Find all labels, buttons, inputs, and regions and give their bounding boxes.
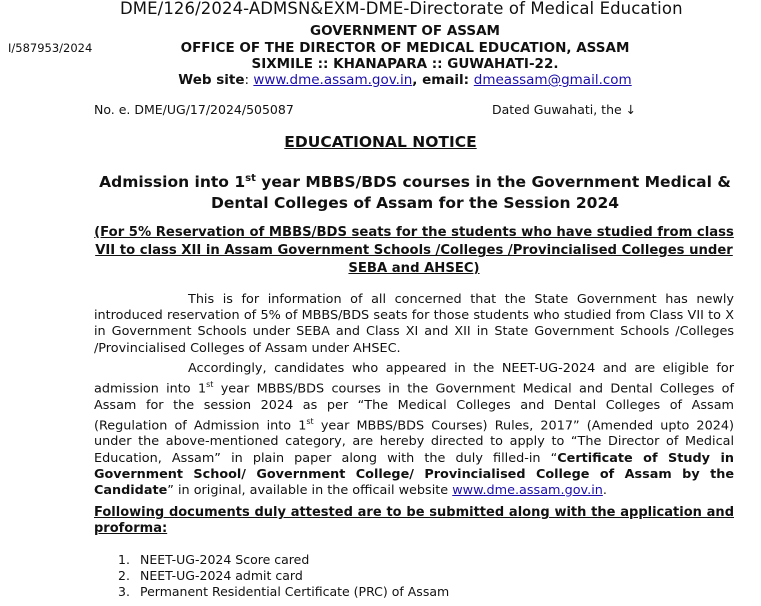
reservation-note: (For 5% Reservation of MBBS/BDS seats for the students who have studied from class VII to class XII in Assam Government Schools /Colleges /Provincialised Colleges under SEBA and AHSEC) [94, 225, 734, 276]
paragraph-1: This is for information of all concerned that the State Government has newly introduced reservation of 5% of MBBS/BDS seats for those students who studied from Class VII to X in Government Schools under SEBA and Class XI and XII in State Government Schools /Colleges /Provincialised Colleges of Assam under AHSEC. [94, 292, 734, 356]
header-government: GOVERNMENT OF ASSAM [310, 23, 500, 39]
list-item: 3. Permanent Residential Certificate (PRC) of Assam [118, 584, 450, 599]
file-reference: DME/126/2024-ADMSN&EXM-DME-Directorate of Medical Education [120, 0, 683, 18]
email-label: , email: [412, 72, 474, 88]
notice-subject: Admission into 1st year MBBS/BDS courses in the Government Medical & Dental Colleges of Assam for the Session 2024 [99, 173, 731, 213]
website-label: Web site [178, 72, 245, 88]
header-contact [140, 72, 670, 89]
header-office: OFFICE OF THE DIRECTOR OF MEDICAL EDUCATION, ASSAM [180, 40, 630, 56]
documents-heading: Following documents duly attested are to be submitted along with the application and proforma: [94, 505, 734, 536]
certificate-name: Certificate of Study in Government School/ Government College/ Provincialised College of Assam by the Candidate [94, 450, 734, 498]
notice-title: EDUCATIONAL NOTICE [284, 133, 477, 151]
website-link[interactable]: www.dme.assam.gov.in [253, 72, 413, 88]
documents-list [118, 552, 449, 600]
list-item: 2. NEET-UG-2024 admit card [118, 568, 303, 583]
header-address: SIXMILE :: KHANAPARA :: GUWAHATI-22. [251, 56, 559, 72]
official-website-link[interactable]: www.dme.assam.gov.in [452, 482, 603, 498]
diary-number: I/587953/2024 [8, 41, 93, 55]
email-link[interactable]: dmeassam@gmail.com [473, 72, 632, 88]
list-item: 1. NEET-UG-2024 Score cared [118, 552, 310, 567]
reference-date: Dated Guwahati, the ↓ [492, 102, 637, 117]
reference-number: No. e. DME/UG/17/2024/505087 [94, 102, 294, 117]
paragraph-2: Accordingly, candidates who appeared in the NEET-UG-2024 and are eligible for admission into 1st year MBBS/BDS courses in the Government Medical and Dental Colleges of Assam for the session 2024 as per “The Medical Colleges and Dental Colleges of Assam (Regulation of Admission into 1st year MBBS/BDS Courses) Rules, 2017” (Amended upto 2024) under the above-mentioned category, are hereby directed to apply to “The Director of Medical Education, Assam” in plain paper along with the duly filled-in “Certificate of Study in Government School/ Government College/ Provincialised College of Assam by the Candidate” in original, available in the officail website www.dme.assam.gov.in. [94, 361, 734, 498]
website-separator: : [244, 72, 254, 88]
